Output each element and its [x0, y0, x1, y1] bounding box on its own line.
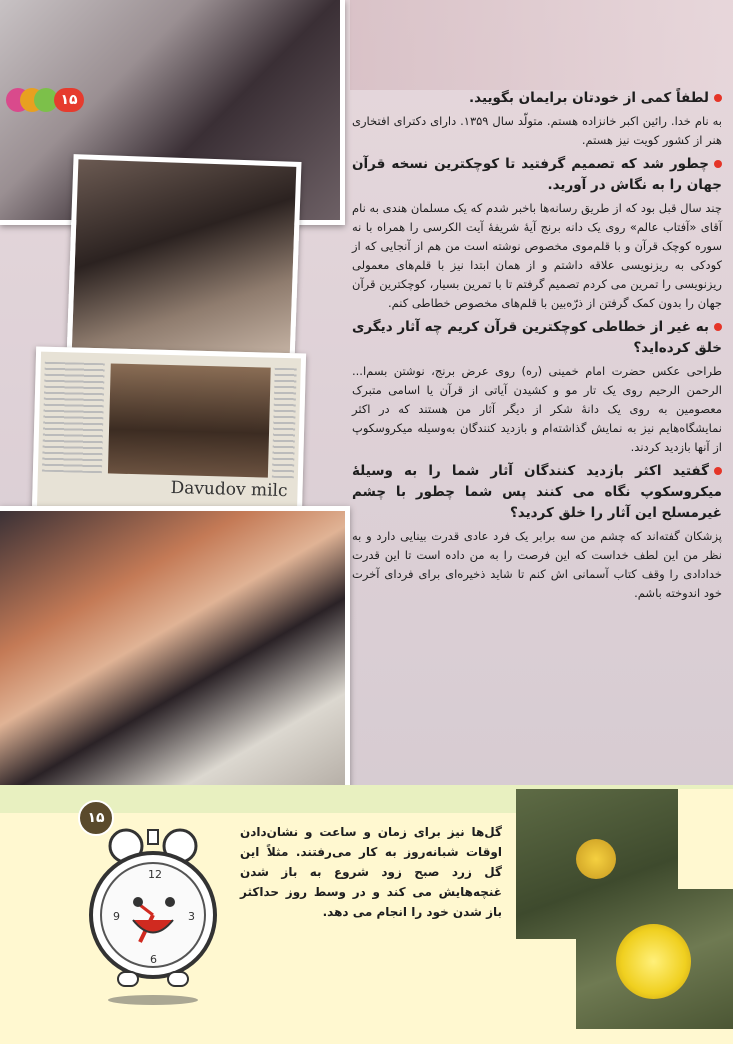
decorative-band	[350, 0, 733, 90]
newspaper-column	[42, 362, 105, 474]
question-2: چطور شد که تصمیم گرفتید تا کوچکترین نسخه قرآن جهان را به نگاش در آورید.	[352, 156, 722, 193]
flower-bud	[576, 839, 616, 879]
flower-bloom	[616, 924, 691, 999]
fact-box-page-number: ۱۵	[78, 800, 114, 836]
svg-text:3: 3	[188, 910, 195, 923]
photo-children-exhibit	[66, 154, 301, 367]
interview-text	[352, 88, 722, 607]
bullet-icon	[714, 467, 722, 475]
photo-artist-microscope	[0, 506, 350, 789]
newspaper-column	[272, 368, 297, 479]
bullet-icon	[714, 94, 722, 102]
question-1: لطفاً کمی از خودتان برایمان بگویید.	[352, 88, 722, 109]
svg-text:6: 6	[150, 953, 157, 966]
answer-3: طراحی عکس حضرت امام خمینی (ره) روی عرض برنج، نوشتن بسم‌ا... الرحمن الرحیم روی یک تار مو و کشیدن آیاتی از قرآن یا اسامی متبرک معصومین به روی یک دانهٔ شکر از دیگر آثار من هستند که در اکثر نمایشگاه‌هایم نیز به نمایش گذاشته‌ام و بازدید کنندگان به‌وسیله میکروسکوپ از آنها بازدید کردند.	[352, 364, 722, 454]
question-4: گفتید اکثر بازدید کنندگان آثار شما را به وسیلهٔ میکروسکوپ نگاه می کنند پس شما چطور با چشم غیرمسلح این آثار را خلق کردید؟	[352, 463, 722, 521]
newspaper-portrait	[108, 363, 271, 477]
svg-text:12: 12	[148, 868, 162, 881]
bullet-icon	[714, 323, 722, 331]
photo-dandelion	[516, 789, 733, 1029]
fact-text: گل‌ها نیز برای زمان و ساعت و نشان‌دادن اوقات شبانه‌روز به کار می‌رفتند. مثلاً این گل زرد صبح زود شروع به باز شدن غنچه‌هایش می کند و در وسط روز حداکثر باز شدن خود را انجام می دهد.	[240, 825, 502, 919]
bullet-icon	[714, 160, 722, 168]
svg-text:9: 9	[113, 910, 120, 923]
question-3: به غیر از خطاطی کوچکترین قرآن کریم چه آثار دیگری خلق کرده‌اید؟	[352, 319, 722, 356]
answer-1: به نام خدا. رائین اکبر خانزاده هستم. متولّد سال ۱۳۵۹. دارای دکترای افتخاری هنر از کشور کویت نیز هستم.	[352, 114, 722, 147]
alarm-clock-icon	[78, 820, 228, 1005]
answer-2: چند سال قبل بود که از طریق رسانه‌ها باخبر شدم که یک مسلمان هندی به نام آقای «آفتاب عالم» روی یک دانه برنج آیهٔ شریفهٔ آیت الکرسی را همراه با نه سوره کوچک قرآن و با قلم‌موی مخصوص نوشته است من هم از آنجایی که از کودکی به ریزنویسی علاقه داشتم و از همان ابتدا نیز با قلم‌های معمولی ریزنویسی را تمرین می کردم تصمیم گرفتم تا با تمرین بسیار، کوچکترین قرآن جهان را بدون کمک گرفتن از ذرّه‌بین با قلم‌های مخصوص خطاطی کنم.	[352, 201, 722, 310]
page-number: ۱۵	[54, 88, 84, 112]
answer-4: پزشکان گفته‌اند که چشم من سه برابر یک فرد عادی قدرت بینایی دارد و به نظر من این لطف خداست که این فرصت را به من داده است تا این قدرت خدادادی را وقف کتاب آسمانی اش کنم تا شاید ذخیره‌ای برای فردای آخرت خود اندوخته باشم.	[352, 529, 722, 600]
newspaper-caption: Davudov milc	[170, 478, 288, 502]
photo-newspaper-clipping	[32, 346, 306, 518]
